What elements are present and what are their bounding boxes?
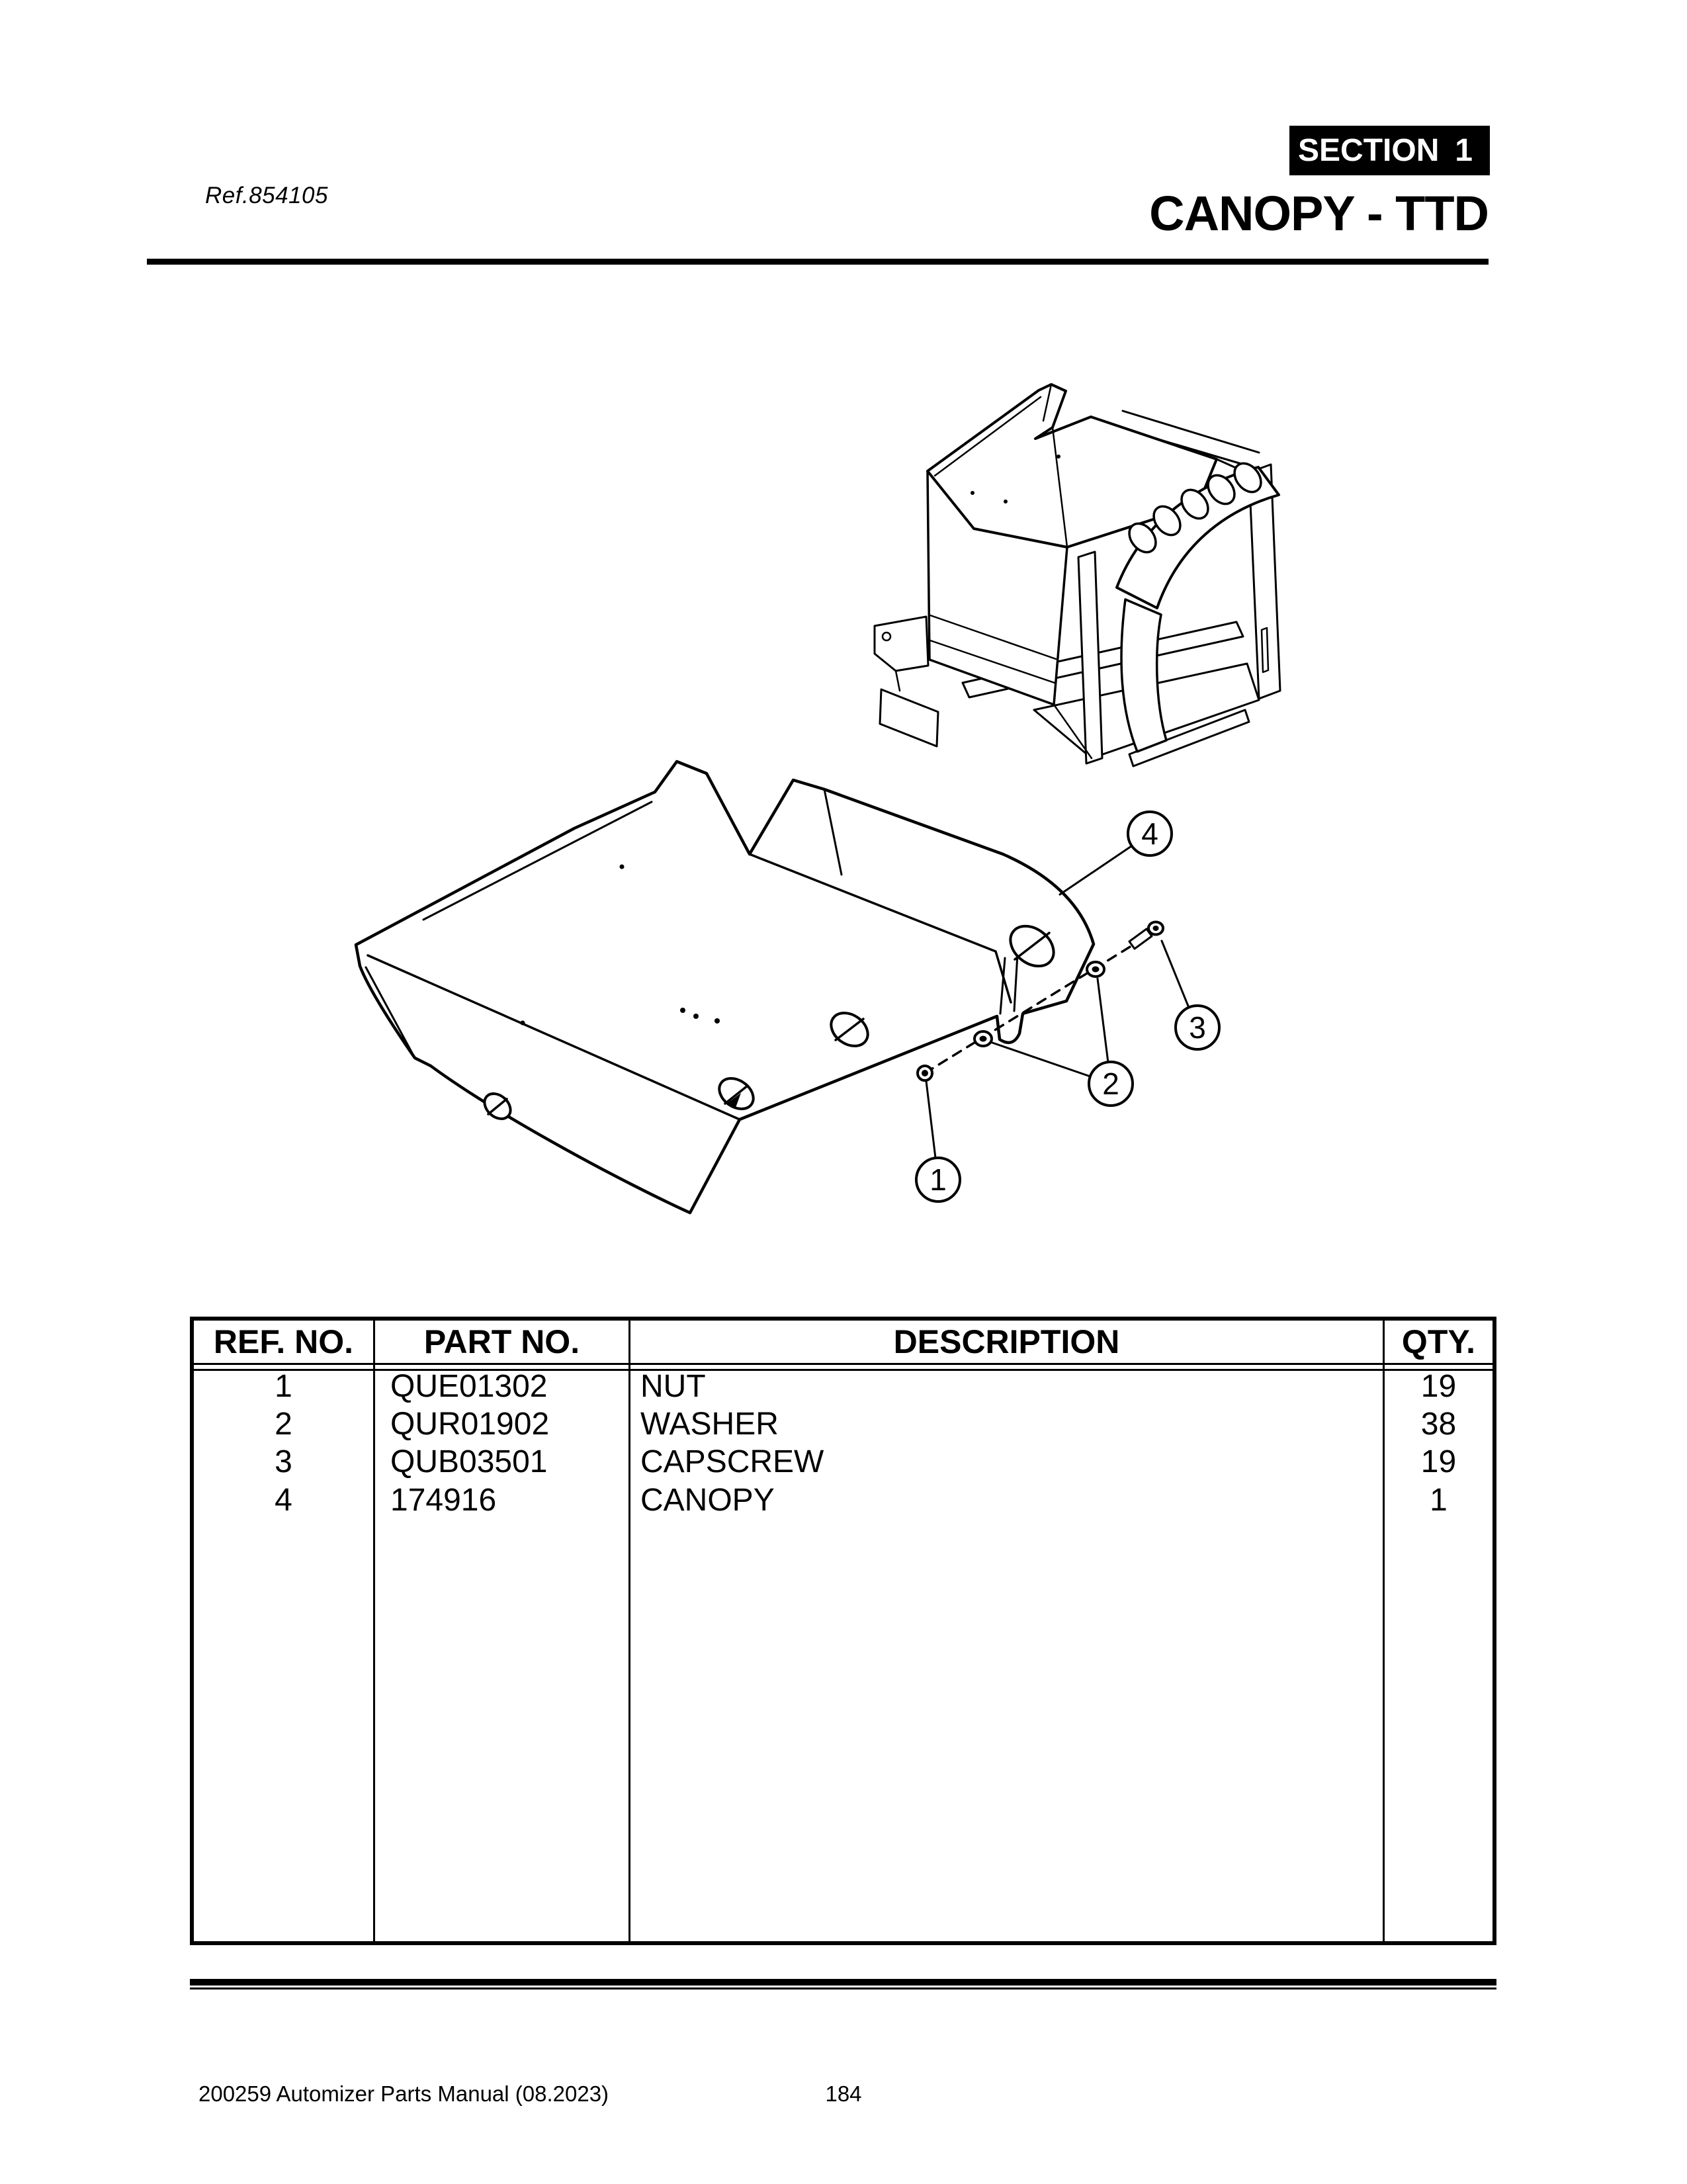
column-header-description: DESCRIPTION (893, 1323, 1120, 1360)
callout-2 (1089, 1062, 1133, 1106)
callout-2-label: 2 (1102, 1067, 1119, 1101)
parts-table (190, 1317, 1496, 1945)
cell-ref-no: 1 (275, 1369, 292, 1404)
callout-3 (1176, 1006, 1219, 1049)
column-header-part-no: PART NO. (423, 1323, 580, 1360)
table-border-bottom (190, 1941, 1496, 1945)
callout-3-label: 3 (1189, 1010, 1206, 1045)
bottom-rule-thick (190, 1979, 1496, 1986)
cell-description: CANOPY (640, 1483, 775, 1518)
cell-qty: 19 (1420, 1369, 1457, 1404)
cell-qty: 1 (1430, 1483, 1448, 1518)
capscrew-drawing (1129, 922, 1163, 949)
table-row (190, 1443, 1496, 1481)
cell-part-no: QUE01302 (390, 1369, 548, 1404)
cell-ref-no: 4 (275, 1483, 292, 1518)
cell-qty: 19 (1420, 1444, 1457, 1479)
cell-description: CAPSCREW (640, 1444, 824, 1479)
bottom-rule-thin (190, 1987, 1496, 1989)
table-row (190, 1405, 1496, 1444)
cell-ref-no: 2 (275, 1407, 292, 1442)
cell-qty: 38 (1420, 1407, 1457, 1442)
cell-description: WASHER (640, 1407, 779, 1442)
table-row (190, 1481, 1496, 1520)
section-badge-number: 1 (1455, 133, 1473, 168)
footer-page-number: 184 (825, 2081, 862, 2106)
canopy-part-drawing (356, 762, 1094, 1213)
reference-number: Ref.854105 (205, 183, 328, 208)
callout-4 (1128, 812, 1172, 855)
nut-drawing (918, 1066, 932, 1080)
cell-description: NUT (640, 1369, 706, 1404)
footer-manual-info: 200259 Automizer Parts Manual (08.2023) (198, 2081, 609, 2106)
callout-4-label: 4 (1141, 816, 1158, 851)
callout-1-label: 1 (930, 1162, 947, 1197)
column-header-ref-no: REF. NO. (213, 1323, 354, 1360)
cell-ref-no: 3 (275, 1444, 292, 1479)
callout-1 (916, 1158, 960, 1201)
table-row (190, 1368, 1496, 1406)
page-title: CANOPY - TTD (1149, 186, 1489, 241)
cell-part-no: QUR01902 (390, 1407, 550, 1442)
column-header-qty: QTY. (1401, 1323, 1476, 1360)
section-badge-label: SECTION (1298, 133, 1440, 168)
machine-assembly-drawing (875, 384, 1280, 766)
cell-part-no: QUB03501 (390, 1444, 548, 1479)
cell-part-no: 174916 (390, 1483, 497, 1518)
